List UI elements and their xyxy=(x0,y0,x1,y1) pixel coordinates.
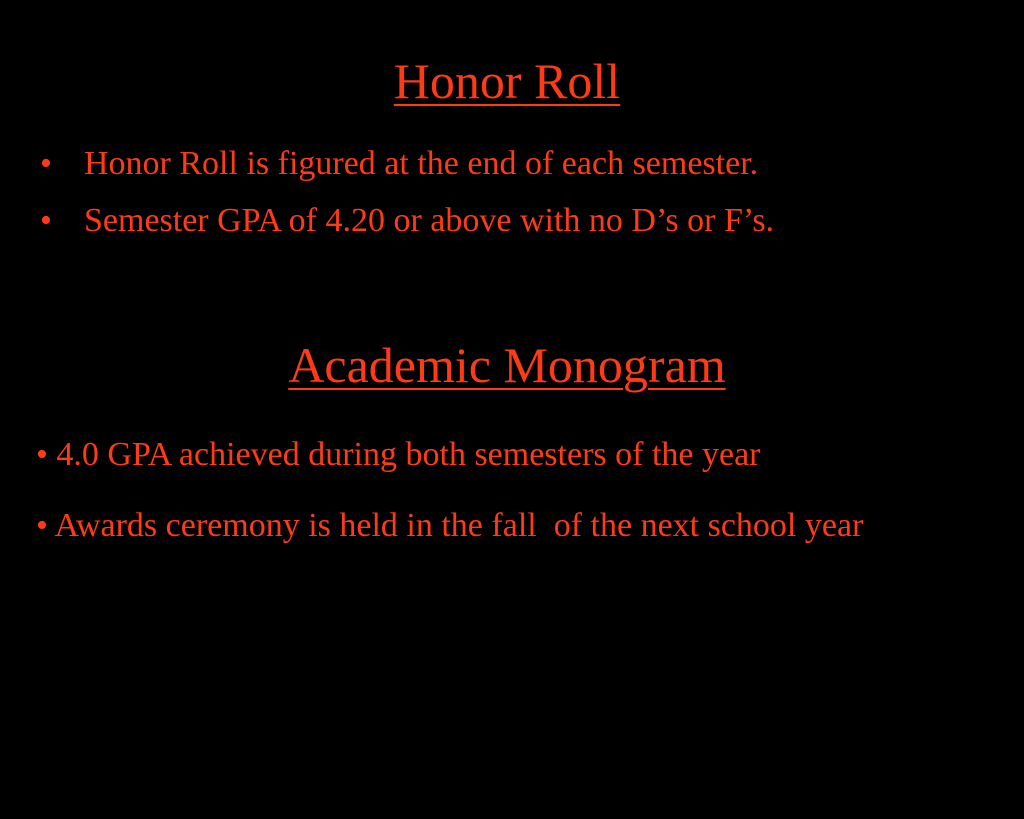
bullet-icon: • xyxy=(40,145,52,182)
academic-monogram-list xyxy=(36,431,976,573)
academic-monogram-heading: Academic Monogram xyxy=(288,337,726,393)
list-item xyxy=(40,204,774,261)
bullet-icon: • xyxy=(36,507,48,544)
list-item-text: Awards ceremony is held in the fall of the next school year xyxy=(54,507,864,544)
list-item xyxy=(36,502,976,549)
honor-roll-heading: Honor Roll xyxy=(393,53,621,109)
list-item-text: Honor Roll is figured at the end of each semester. xyxy=(84,145,759,182)
list-item-text: Semester GPA of 4.20 or above with no D’s or F’s. xyxy=(84,202,775,239)
list-item xyxy=(40,147,774,204)
bullet-icon: • xyxy=(40,202,52,239)
list-item xyxy=(36,431,976,478)
bullet-icon: • xyxy=(36,436,48,473)
list-item-text: 4.0 GPA achieved during both semesters of the year xyxy=(56,436,761,473)
honor-roll-list xyxy=(40,147,774,261)
